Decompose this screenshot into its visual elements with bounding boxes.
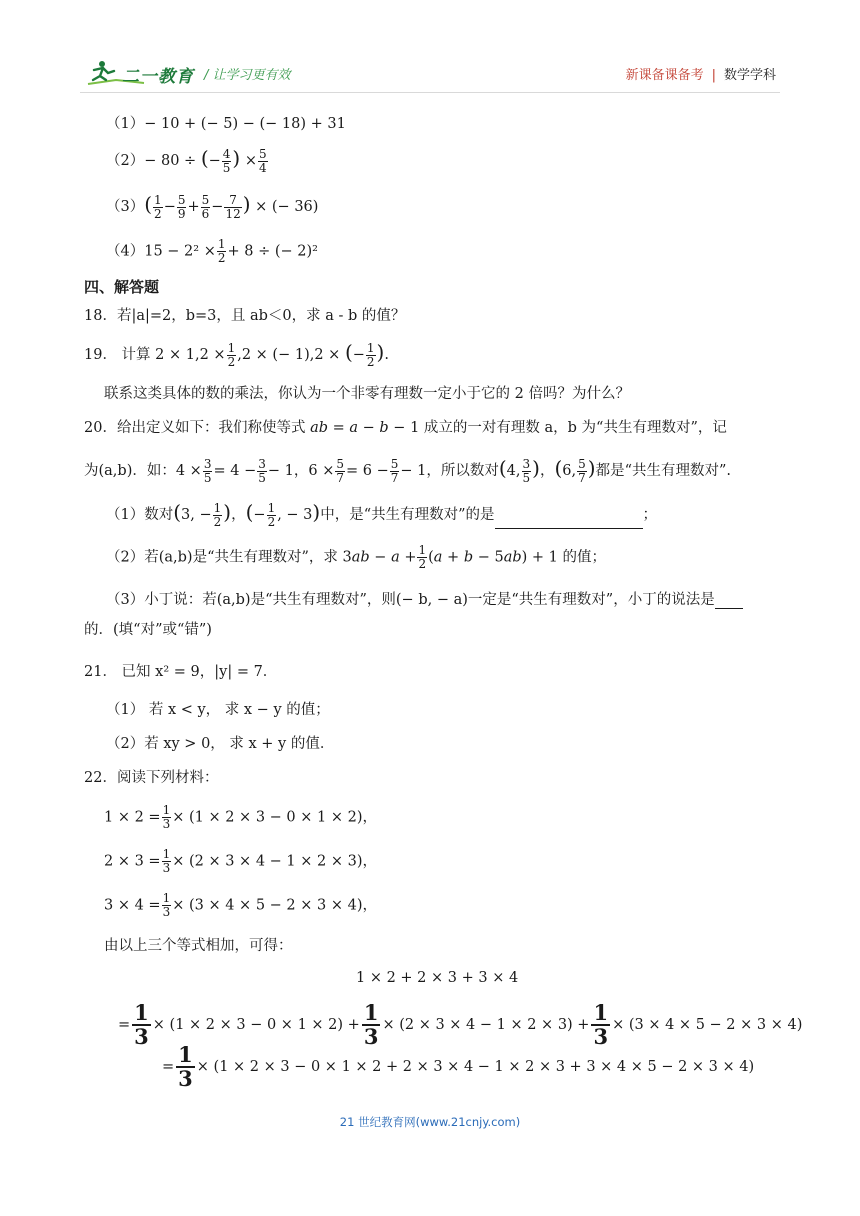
big1-part-b: × (2 × 3 × 4 − 1 × 2 × 3) + <box>382 1017 590 1033</box>
problem-17-1: （1）− 10 + (− 5) − (− 18) + 31 <box>106 116 346 132</box>
question-22-eq2: 2 × 3 = $\frac{1}{3}$ × (2 × 3 × 4 − 1 × 2 × 3)， <box>104 847 377 875</box>
question-19-mid: ,2 × (− 1),2 × <box>237 347 341 363</box>
page-footer[interactable]: 21 世纪教育网(www.21cnjy.com) <box>339 1115 521 1129</box>
eq1-right: × (1 × 2 × 3 − 0 × 1 × 2)， <box>172 809 377 826</box>
slogan: / 让学习更有效 <box>204 68 291 83</box>
problem-17-2: （2）− 80 ÷ (− $\frac{4}{5}$ ) × $\frac{5}{4}$ <box>106 146 267 175</box>
brand-name: 二一教育 <box>122 67 194 87</box>
question-20-line2a: 为(a,b)．如：4 × <box>84 463 202 479</box>
question-19-line2: 联系这类具体的数的乘法，你认为一个非零有理数一定小于它的 2 倍吗？为什么？ <box>104 386 630 402</box>
question-20-line1a: 20．给出定义如下：我们称使等式 <box>84 420 306 436</box>
question-19: 19． 计算 2 × 1,2 × $\frac{1}{2}$ ,2 × (− 1),2 × (− $\frac{1}{2}$ ). <box>84 340 389 369</box>
problem-17-4-text: （4）15 − 2² × <box>106 243 216 260</box>
header-separator: | <box>711 68 716 83</box>
problem-17-3-text: （3） <box>106 199 145 215</box>
eq3-right: × (3 × 4 × 5 − 2 × 3 × 4)， <box>172 897 377 914</box>
question-20-sub1-text: （1）数对 <box>106 507 174 523</box>
big2-text: × (1 × 2 × 3 − 0 × 1 × 2 + 2 × 3 × 4 − 1 × 2 × 3 + 3 × 4 × 5 − 2 × 3 × 4) <box>196 1059 755 1075</box>
header-course-text: 新课备课备考 <box>625 68 704 83</box>
question-20-sub1b: 中，是“共生有理数对”的是 <box>320 507 495 523</box>
big1-part-a: × (1 × 2 × 3 − 0 × 1 × 2) + <box>152 1017 360 1033</box>
question-20-sub3b: 的．(填“对”或“错”) <box>84 622 212 638</box>
question-22-big-line2: = $\frac{1}{3}$ × (1 × 2 × 3 − 0 × 1 × 2 + 2 × 3 × 4 − 1 × 2 × 3 + 3 × 4 × 5 − 2 × 3 × 4) <box>162 1042 755 1091</box>
answer-blank-2[interactable] <box>715 594 743 609</box>
question-20-line2: 为(a,b)．如：4 × $\frac{3}{5}$ = 4 − $\frac{3}{5}$ − 1，6 × $\frac{5}{7}$ = 6 − $\frac{5}{7}$ − 1，所以数对(4, $\frac{3}{5}$ )，(6, $\frac{5}{7}$ )都是“共生有理数对”. <box>84 456 732 485</box>
question-20-sub2b: 的值； <box>562 549 607 566</box>
question-20-sub2-text: （2）若(a,b)是“共生有理数对”，求 <box>106 549 338 566</box>
question-18: 18．若|a|=2，b=3，且 ab＜0，求 a - b 的值？ <box>84 308 406 324</box>
eq3-left: 3 × 4 = <box>104 897 161 914</box>
question-22-big-line1: = $\frac{1}{3}$ × (1 × 2 × 3 − 0 × 1 × 2) + $\frac{1}{3}$ × (2 × 3 × 4 − 1 × 2 × 3) + $\frac{1}{3}$ × (3 × 4 × 5 − 2 × 3 × 4) <box>118 1000 803 1049</box>
page-header <box>86 56 776 92</box>
eq2-left: 2 × 3 = <box>104 853 161 870</box>
question-21-sub2: （2）若 xy > 0， 求 x + y 的值． <box>106 736 335 752</box>
question-22-eq3: 3 × 4 = $\frac{1}{3}$ × (3 × 4 × 5 − 2 × 3 × 4)， <box>104 891 377 919</box>
header-divider <box>80 92 780 93</box>
question-21-sub1: （1） 若 x < y， 求 x − y 的值； <box>106 702 330 718</box>
question-20-sub1: （1）数对(3, − $\frac{1}{2}$ )，(− $\frac{1}{2}$ , − 3)中，是“共生有理数对”的是 ； <box>106 500 658 529</box>
question-22-intro: 22．阅读下列材料： <box>84 770 219 786</box>
question-20-line1: 20．给出定义如下：我们称使等式 ab = a − b − 1 成立的一对有理数 a，b 为“共生有理数对”，记 <box>84 420 727 436</box>
answer-blank-1[interactable] <box>495 514 643 529</box>
question-20-sub2: （2）若(a,b)是“共生有理数对”，求 3ab − a + $\frac{1}{2}$ (a + b − 5ab) + 1 的值； <box>106 543 607 571</box>
question-19-prefix: 19． 计算 2 × 1,2 × <box>84 347 226 363</box>
question-20-sub3-text: （3）小丁说：若(a,b)是“共生有理数对”，则(− b, − a)一定是“共生有理数对”，小丁的说法是 <box>106 592 715 608</box>
question-20-sub3 <box>106 588 743 609</box>
question-21-line1: 21． 已知 x² = 9，|y| = 7． <box>84 664 278 680</box>
section-title: 四、解答题 <box>84 278 160 296</box>
eq2-right: × (2 × 3 × 4 − 1 × 2 × 3)， <box>172 853 377 870</box>
eq1-left: 1 × 2 = <box>104 809 161 826</box>
big1-part-c: × (3 × 4 × 5 − 2 × 3 × 4) <box>612 1017 803 1033</box>
problem-17-3: （3）( $\frac{1}{2}$ − $\frac{5}{9}$ + $\frac{5}{6}$ − $\frac{7}{12}$ ) × (− 36) <box>106 192 319 221</box>
problem-17-4: （4）15 − 2² × $\frac{1}{2}$ + 8 ÷ (− 2)² <box>106 237 318 265</box>
question-22-eq1: 1 × 2 = $\frac{1}{3}$ × (1 × 2 × 3 − 0 × 1 × 2)， <box>104 803 377 831</box>
header-subject-text: 数学学科 <box>723 68 776 83</box>
problem-17-2-text: （2）− 80 ÷ <box>106 153 197 169</box>
header-subject <box>626 64 776 83</box>
question-20-line1b: 成立的一对有理数 a，b 为“共生有理数对”，记 <box>423 420 727 436</box>
question-22-sum-line: 1 × 2 + 2 × 3 + 3 × 4 <box>356 970 519 986</box>
question-22-sum-text: 由以上三个等式相加，可得： <box>104 938 293 954</box>
